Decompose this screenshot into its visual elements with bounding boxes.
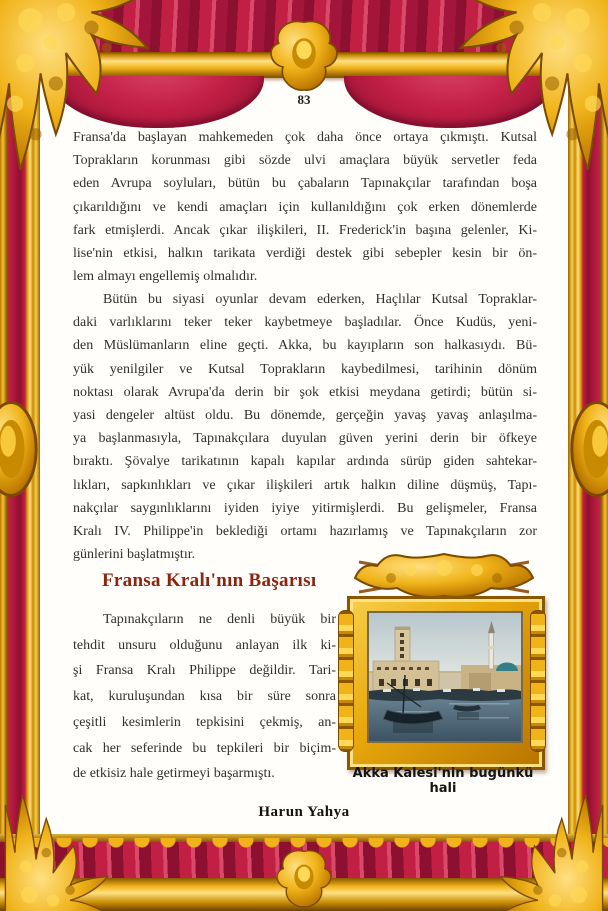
text-line: ya başlanmasıyla, Tapınakçılara duyulan güven yerini derin bir öfkeye <box>73 431 537 447</box>
text-line: bıraktı. Şövalye tarikatının kapalı kapılar ardında sürüp giden sahtekar- <box>73 454 537 470</box>
section-paragraph <box>73 607 336 787</box>
akka-harbor-photo <box>367 611 523 743</box>
section-heading: Fransa Kralı'nın Başarısı <box>102 570 317 591</box>
text-line: günlerini başlatmıştır. <box>73 547 196 563</box>
text-line: Kralı IV. Philippe'in beklediği ortamı hazırlamış ve Tapınakçıların zor <box>73 524 537 540</box>
page-number: 83 <box>297 92 311 107</box>
body-paragraph-2 <box>73 288 537 566</box>
text-line: çıkarıldığını ve kendi amaçları için kullanıldığını çok erken dönemlerde <box>73 199 537 215</box>
photo-frame-scroll-right <box>530 610 546 752</box>
text-line: tehdit unsuru olduğunu anlayan ilk ki- <box>73 637 336 653</box>
text-line: şi Fransa Kralı Philippe değildir. Tari- <box>73 663 336 679</box>
text-line: kat, kuruluşundan kısa bir süre sonra <box>73 689 336 705</box>
text-line: Toprakların korunması gibi sözde ulvi amaçlara büyük servetler feda <box>73 153 537 169</box>
side-medallion-icon <box>568 388 608 510</box>
text-line: lıkları, sapkınlıkları ve çıkar ilişkileri artık halkın diline düşmüş, Tapı- <box>73 477 537 493</box>
text-line: nakçılar saygınlıklarını iyiden iyiye yitirmişlerdi. Bu gelişmeler, Fransa <box>73 500 537 516</box>
side-medallion-icon <box>0 388 40 510</box>
text-line: noktası olarak Avrupa'da derin bir şok etkisi meydana getirdi; bütün si- <box>73 384 537 400</box>
text-line: de etkisiz hale getirmeyi başarmıştı. <box>73 766 275 782</box>
text-line: daki varlıklarını teker teker kaybetmeye başladılar. Önce Kudüs, yeni- <box>73 315 537 331</box>
text-line: Fransa'da başlayan mahkemeden çok daha önce ortaya çıkmıştı. Kutsal <box>73 130 537 145</box>
text-line: den Müslümanların eline geçti. Akka, bu kayıpların son halkasıydı. Bü- <box>73 338 537 354</box>
photo-frame-scroll-left <box>338 610 354 752</box>
cartouche-mask-icon <box>268 848 340 910</box>
photo-caption: Akka Kalesi'nin bugünkü hali <box>352 766 534 796</box>
text-line: eden Avrupa soyluları, bütün bu çabaların Tapınakçılar tarafından boşa <box>73 176 537 192</box>
footer-author: Harun Yahya <box>258 804 350 820</box>
text-line: fark etmişlerdi. Ancak çıkar ilişkileri, II. Frederick'in başına gelenler, Ki- <box>73 222 537 238</box>
body-paragraph-1 <box>73 126 537 288</box>
text-line: yük yenilgiler ve Kutsal Toprakların kaybedilmesi, tarihinin dönüm <box>73 361 537 377</box>
text-line: yasi dengeler altüst oldu. Bu dönemde, gerçeğin yavaş yavaş anlaşılma- <box>73 408 537 424</box>
text-line: lem almayı engellemiş olmalıdır. <box>73 269 258 285</box>
text-line: cak her seferinde bu tepkileri bir biçim- <box>73 740 336 756</box>
text-line: lise'nin etkisi, halkın tarikata verdiği destek gibi sebepler kesin bir ön- <box>73 246 537 262</box>
text-line: Bütün bu siyasi oyunlar devam ederken, Haçlılar Kutsal Topraklar- <box>103 292 537 307</box>
text-line: çeşitli kesimlerin tepkisini çekmiş, an- <box>73 714 336 730</box>
cartouche-mask-icon <box>266 18 342 94</box>
text-line: Tapınakçıların ne denli büyük bir <box>103 612 336 627</box>
